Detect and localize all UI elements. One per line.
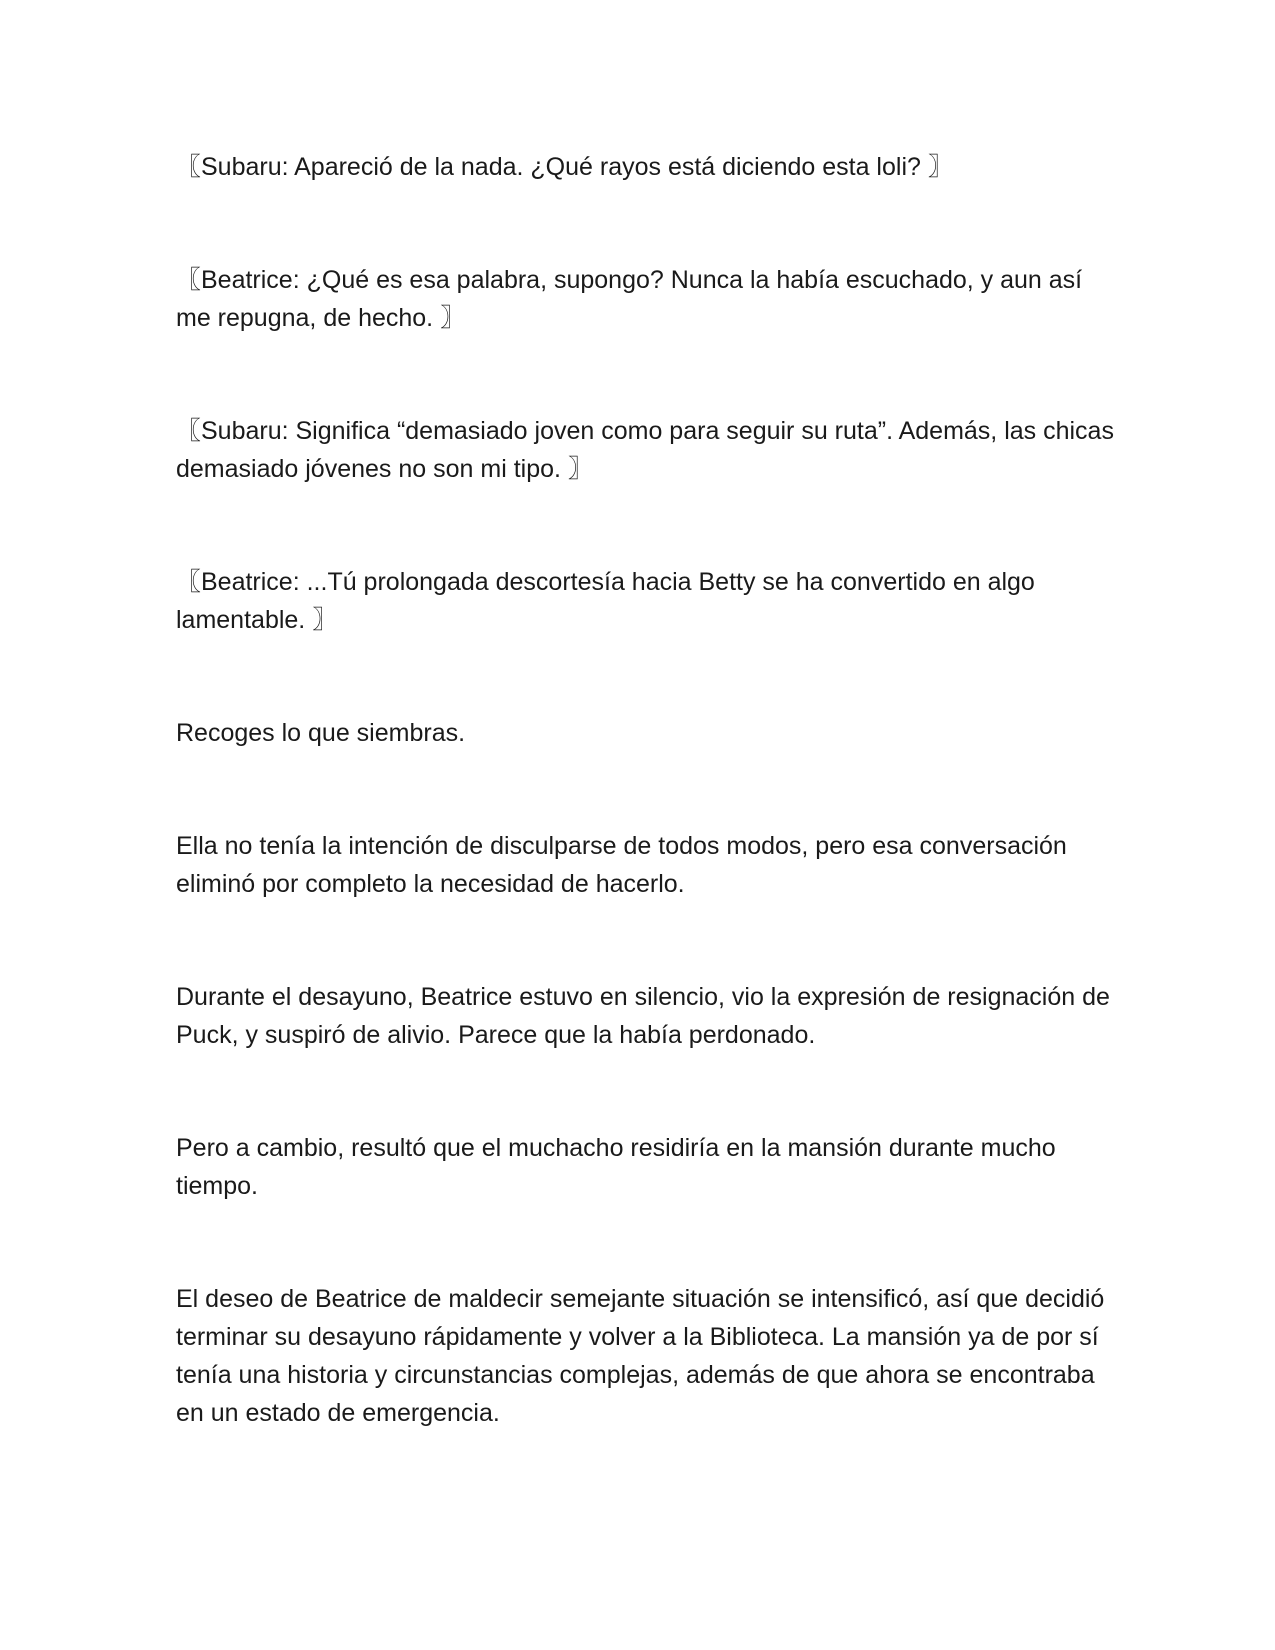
narration-paragraph-4: Pero a cambio, resultó que el muchacho residiría en la mansión durante mucho tiempo. [176, 1134, 1056, 1200]
narration-paragraph-5: El deseo de Beatrice de maldecir semejante situación se intensificó, así que decidió terminar su desayuno rápidamente y volver a la Biblioteca. La mansión ya de por sí tenía una historia y circunstancias complejas, además de que ahora se encontraba en un estado de emergencia. [176, 1285, 1105, 1427]
document-body [176, 148, 1116, 1507]
narration-paragraph-3: Durante el desayuno, Beatrice estuvo en silencio, vio la expresión de resignación de Puck, y suspiró de alivio. Parece que la había perdonado. [176, 983, 1110, 1049]
dialogue-beatrice-1: 〖Beatrice: ¿Qué es esa palabra, supongo? Nunca la había escuchado, y aun así me repugna, de hecho. 〗 [176, 266, 1083, 332]
dialogue-beatrice-2: 〖Beatrice: ...Tú prolongada descortesía hacia Betty se ha convertido en algo lamentable. 〗 [176, 568, 1035, 634]
dialogue-subaru-1: 〖Subaru: Apareció de la nada. ¿Qué rayos está diciendo esta loli? 〗 [176, 153, 953, 181]
narration-paragraph-2: Ella no tenía la intención de disculparse de todos modos, pero esa conversación eliminó por completo la necesidad de hacerlo. [176, 832, 1067, 898]
dialogue-subaru-2: 〖Subaru: Significa “demasiado joven como para seguir su ruta”. Además, las chicas demasiado jóvenes no son mi tipo. 〗 [176, 417, 1114, 483]
narration-paragraph-1: Recoges lo que siembras. [176, 719, 466, 747]
